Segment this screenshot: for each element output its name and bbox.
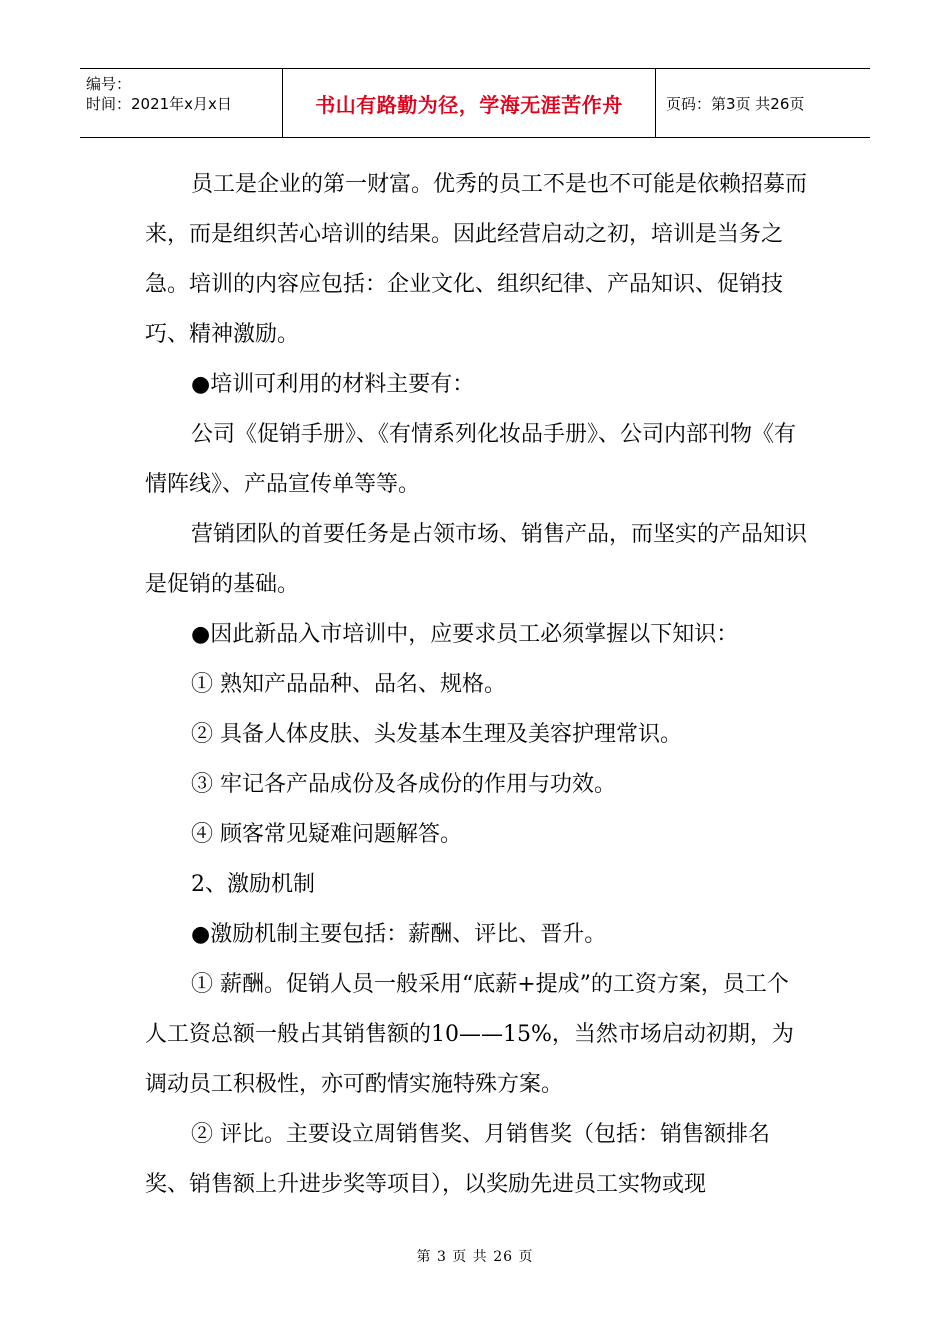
list-item-knowledge-4: ④ 顾客常见疑难问题解答。	[191, 822, 462, 847]
document-date: 时间：2021年x月x日	[86, 95, 232, 113]
paragraph-training-materials-heading: ●培训可利用的材料主要有：	[191, 372, 475, 397]
header-page-info-cell	[656, 69, 870, 137]
header-meta	[80, 69, 283, 137]
page-header	[80, 68, 870, 138]
list-item-evaluation: ② 评比。主要设立周销售奖、月销售奖（包括：销售额排名奖、销售额上升进步奖等项目），以奖励先进员工实物或现	[145, 1122, 770, 1197]
paragraph-team-task: 营销团队的首要任务是占领市场、销售产品，而坚实的产品知识是促销的基础。	[145, 522, 808, 597]
list-item-knowledge-3: ③ 牢记各产品成份及各成份的作用与功效。	[191, 772, 616, 797]
list-item-salary: ① 薪酬。促销人员一般采用“底薪+提成”的工资方案，员工个人工资总额一般占其销售额的10——15%，当然市场启动初期，为调动员工积极性，亦可酌情实施特殊方案。	[145, 972, 794, 1097]
document-body	[145, 160, 810, 1210]
list-item-knowledge-2: ② 具备人体皮肤、头发基本生理及美容护理常识。	[191, 722, 682, 747]
paragraph-employee-training: 员工是企业的第一财富。优秀的员工不是也不可能是依赖招募而来，而是组织苦心培训的结果。因此经营启动之初，培训是当务之急。培训的内容应包括：企业文化、组织纪律、产品知识、促销技巧、精神激励。	[145, 172, 808, 347]
paragraph-incentive-heading: ●激励机制主要包括：薪酬、评比、晋升。	[191, 922, 607, 947]
section-heading-incentive: 2、激励机制	[191, 872, 315, 897]
header-motto: 书山有路勤为径，学海无涯苦作舟	[315, 92, 623, 117]
list-item-knowledge-1: ① 熟知产品品种、品名、规格。	[191, 672, 506, 697]
header-page-info: 页码：第3页 共26页	[666, 94, 805, 113]
document-number-label: 编号：	[86, 75, 132, 93]
page-footer: 第 3 页 共 26 页	[416, 1249, 534, 1265]
paragraph-knowledge-heading: ●因此新品入市培训中，应要求员工必须掌握以下知识：	[191, 622, 739, 647]
paragraph-training-materials: 公司《促销手册》、《有情系列化妆品手册》、公司内部刊物《有情阵线》、产品宣传单等等。	[145, 422, 797, 497]
header-motto-cell	[283, 69, 656, 137]
